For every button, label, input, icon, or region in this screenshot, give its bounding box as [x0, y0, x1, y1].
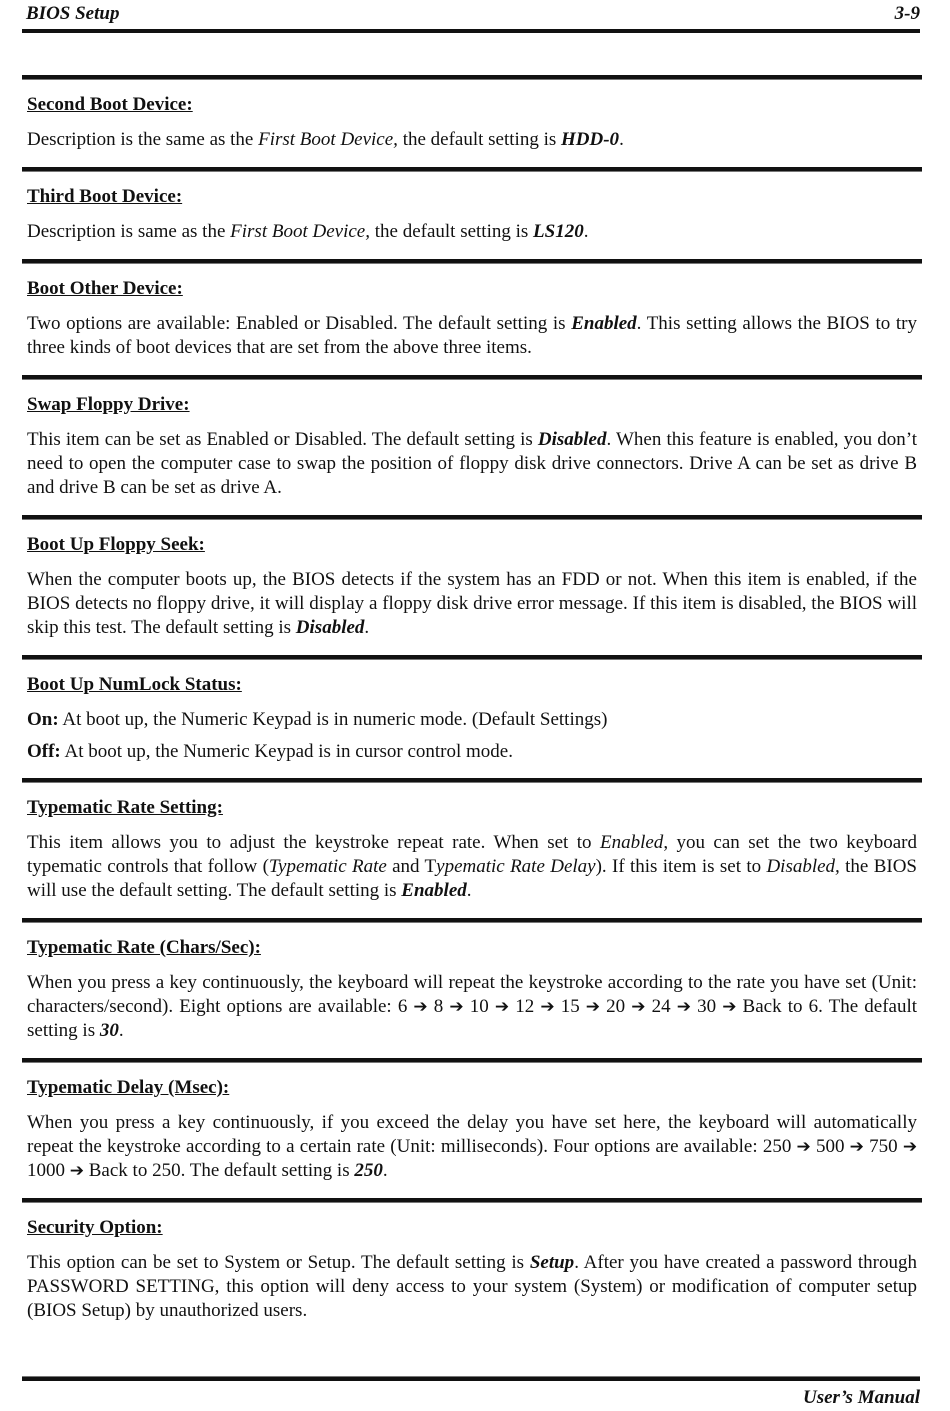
section-divider [22, 1198, 922, 1203]
default-value: Enabled [571, 313, 637, 334]
header-rule [22, 29, 920, 33]
page-number: 3-9 [894, 3, 920, 24]
footer-text: User’s Manual [802, 1387, 920, 1408]
section-divider [22, 778, 922, 783]
section-typematic-rate [27, 937, 917, 1043]
section-divider [22, 259, 922, 264]
section-boot-other-device [27, 278, 917, 360]
section-description: Description is the same as the First Boot Device, the default setting is HDD-0. [27, 129, 624, 150]
section-divider [22, 375, 922, 380]
section-description: This item can be set as Enabled or Disabled. The default setting is Disabled. When this feature is enabled, you don’t need to open the computer case to swap the position of floppy disk drive connectors. Drive A can be set as drive B and drive B can be set as drive A. [27, 429, 917, 498]
arrow-right-icon: ➔ [413, 997, 428, 1017]
default-value: Disabled [295, 617, 365, 638]
section-description: When you press a key continuously, the keyboard will repeat the keystroke according to the rate you have set (Unit: characters/second). Eight options are available: 6 ➔ 8 ➔ 10 ➔ 12 ➔ 15 ➔ 20 ➔ 24 ➔ 30 ➔ Back to 6. The default setting is 30. [27, 972, 918, 1041]
section-divider [22, 1058, 922, 1063]
section-boot-up-numlock-status [27, 674, 917, 764]
section-title: Typematic Rate Setting: [27, 797, 223, 818]
footer-rule [22, 1376, 920, 1381]
default-value: 250 [354, 1160, 383, 1181]
section-title: Third Boot Device: [27, 186, 183, 207]
section-description: When the computer boots up, the BIOS detects if the system has an FDD or not. When this item is enabled, if the BIOS detects no floppy drive, it will display a floppy disk drive error message. If this item is disabled, the BIOS will skip this test. The default setting is Disabled. [27, 569, 917, 638]
section-typematic-delay [27, 1077, 917, 1183]
arrow-right-icon: ➔ [449, 997, 464, 1017]
section-second-boot-device [27, 94, 917, 152]
section-title: Boot Other Device: [27, 278, 183, 299]
section-typematic-rate-setting [27, 797, 917, 903]
arrow-right-icon: ➔ [540, 997, 555, 1017]
section-divider [22, 655, 922, 660]
section-description: When you press a key continuously, if you exceed the delay you have set here, the keyboard will automatically repeat the keystroke according to a certain rate (Unit: milliseconds). Four options are available: 250 ➔ 500 ➔ 750 ➔ 1000 ➔ Back to 250. The default setting is 250. [27, 1112, 918, 1181]
arrow-right-icon: ➔ [902, 1137, 918, 1157]
default-value: LS120 [533, 221, 584, 242]
section-description: Description is same as the First Boot Device, the default setting is LS120. [27, 221, 589, 242]
section-swap-floppy-drive [27, 394, 917, 500]
arrow-right-icon: ➔ [849, 1137, 864, 1157]
section-divider [22, 918, 922, 923]
section-security-option [27, 1217, 917, 1323]
default-value: HDD-0 [561, 129, 620, 150]
section-description: This item allows you to adjust the keystroke repeat rate. When set to Enabled, you can set the two keyboard typematic controls that follow (Typematic Rate and Typematic Rate Delay). If this item is set to Disabled, the BIOS will use the default setting. The default setting is Enabled. [27, 832, 917, 901]
numlock-off-option: Off: At boot up, the Numeric Keypad is in cursor control mode. [27, 741, 513, 762]
arrow-right-icon: ➔ [69, 1161, 84, 1181]
section-title: Second Boot Device: [27, 94, 193, 115]
page-header [26, 3, 920, 27]
default-value: Disabled [537, 429, 607, 450]
section-title: Boot Up Floppy Seek: [27, 534, 205, 555]
section-divider [22, 515, 922, 520]
section-boot-up-floppy-seek [27, 534, 917, 640]
section-third-boot-device [27, 186, 917, 244]
section-title: Boot Up NumLock Status: [27, 674, 242, 695]
default-value: Enabled [401, 880, 467, 901]
section-divider [22, 75, 922, 80]
section-divider [22, 167, 922, 172]
section-title: Security Option: [27, 1217, 163, 1238]
section-title: Typematic Delay (Msec): [27, 1077, 230, 1098]
section-description: This option can be set to System or Setup. The default setting is Setup. After you have created a password through PASSWORD SETTING, this option will deny access to your system (System) or modification of computer setup (BIOS Setup) by unauthorized users. [27, 1252, 917, 1321]
numlock-on-option: On: At boot up, the Numeric Keypad is in numeric mode. (Default Settings) [27, 709, 608, 730]
arrow-right-icon: ➔ [796, 1137, 811, 1157]
default-value: Setup [529, 1252, 575, 1273]
header-title: BIOS Setup [26, 3, 120, 24]
arrow-right-icon: ➔ [494, 997, 510, 1017]
section-description: Two options are available: Enabled or Disabled. The default setting is Enabled. This setting allows the BIOS to try three kinds of boot devices that are set from the above three items. [27, 313, 917, 358]
section-title: Typematic Rate (Chars/Sec): [27, 937, 261, 958]
arrow-right-icon: ➔ [722, 997, 737, 1017]
section-title: Swap Floppy Drive: [27, 394, 190, 415]
arrow-right-icon: ➔ [585, 997, 601, 1017]
default-value: 30 [99, 1020, 119, 1041]
arrow-right-icon: ➔ [631, 997, 646, 1017]
arrow-right-icon: ➔ [676, 997, 691, 1017]
document-body [27, 75, 917, 1338]
